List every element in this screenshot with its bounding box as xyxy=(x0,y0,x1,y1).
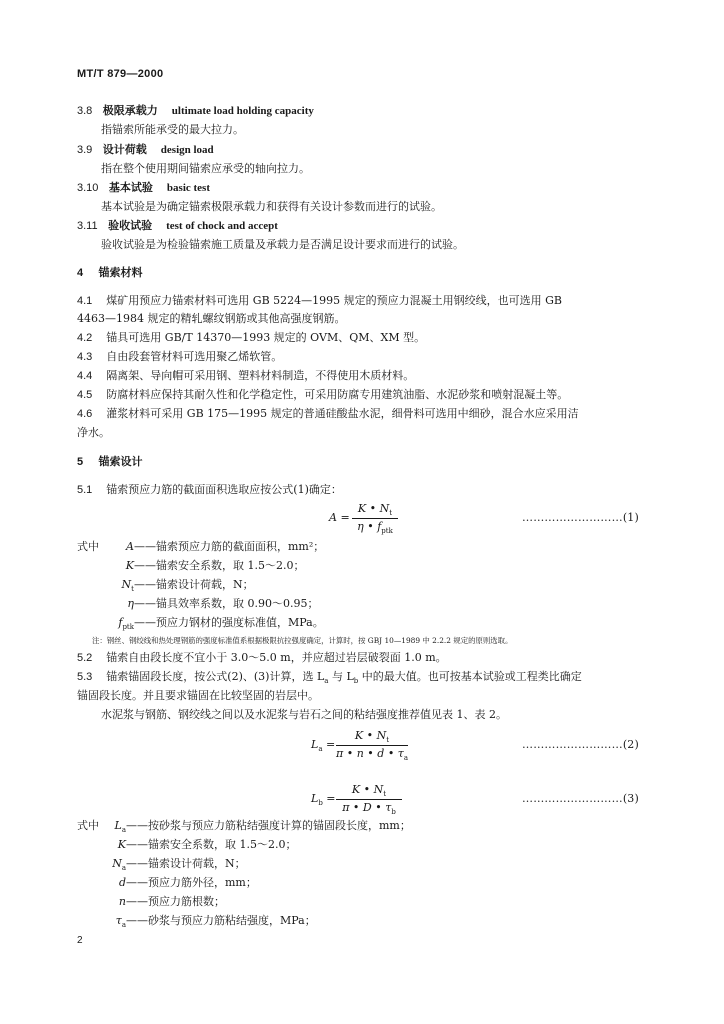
symbol-description: ——锚具效率系数，取 0.90～0.95； xyxy=(134,597,319,610)
symbol-description: ——锚索预应力筋的截面面积，mm²； xyxy=(134,540,325,553)
formula-2-numerator: K • $N_t$ xyxy=(354,729,390,745)
clause-number: 5.3 xyxy=(77,671,93,683)
term-en: ultimate load holding capacity xyxy=(171,105,314,117)
clause-5-3-line1 xyxy=(77,670,582,688)
equation-label: (2) xyxy=(622,738,639,751)
section-number: 5 xyxy=(77,456,84,468)
clause-text: 锚索预应力筋的截面面积选取应按公式(1)确定： xyxy=(106,483,342,496)
section-title: 锚索材料 xyxy=(98,266,143,279)
formula-1-note: 注：钢丝、钢绞线和热处理钢筋的强度标准值系根据极限抗拉强度确定，计算时，按 GBJ 10—1989 中 2.2.2 规定的原则选取。 xyxy=(92,636,513,645)
formula-3-fraction xyxy=(336,783,402,816)
bond-strength-paragraph: 水泥浆与钢筋、钢绞线之间以及水泥浆与岩石之间的粘结强度推荐值见表 1、表 2。 xyxy=(101,708,507,721)
symbol: n xyxy=(118,895,126,908)
clause-text: 与 L xyxy=(328,670,354,683)
term-zh: 极限承载力 xyxy=(102,104,158,117)
page-number: 2 xyxy=(77,935,83,946)
where-item xyxy=(100,895,225,909)
clause-text: 防腐材料应保持其耐久性和化学稳定性，可采用防腐专用建筑油脂、水泥砂浆和喷射混凝土等。 xyxy=(106,388,569,401)
symbol-description: ——锚索安全系数，取 1.5～2.0； xyxy=(134,559,305,572)
leader-dots: ……………………… xyxy=(522,738,623,751)
clause-text: 灌浆材料可采用 GB 175—1995 规定的普通硅酸盐水泥，细骨料可选用中细砂，混合水应采用洁 xyxy=(106,407,579,420)
clause-4-6-line1 xyxy=(77,407,579,421)
formula-3-denominator: π • D • $\tau_b$ xyxy=(342,801,396,817)
fraction-bar xyxy=(336,799,402,800)
formula-1-numerator: K • $N_t$ xyxy=(357,502,393,518)
clause-text: 隔离架、导向帽可采用钢、塑料材料制造，不得使用木质材料。 xyxy=(106,369,415,382)
where-item xyxy=(100,876,257,890)
symbol-description: ——预应力筋外径，mm； xyxy=(126,876,257,889)
symbol: K xyxy=(125,559,134,572)
subscript: b xyxy=(353,677,359,686)
symbol-description: ——砂浆与预应力筋粘结强度，MPa； xyxy=(126,914,316,927)
standard-number: MT/T 879—2000 xyxy=(77,68,164,80)
clause-text: 锚索自由段长度不宜小于 3.0～5.0 m，并应超过岩层破裂面 1.0 m。 xyxy=(106,651,447,664)
fraction-bar xyxy=(336,745,408,746)
formula-1-fraction xyxy=(352,502,398,535)
section-number: 4 xyxy=(77,267,84,279)
where-prefix-2: 式中 xyxy=(77,819,99,832)
clause-number: 4.2 xyxy=(77,332,93,344)
symbol: K xyxy=(117,838,126,851)
formula-3-lhs: $L_b$ = xyxy=(311,792,336,808)
formula-1-denominator: η • $f_{ptk}$ xyxy=(357,520,393,536)
clause-text: 锚索锚固段长度，按公式(2)、(3)计算，选 L xyxy=(106,670,325,683)
clause-4-6-line2: 净水。 xyxy=(77,426,110,439)
leader-dots: ……………………… xyxy=(522,792,623,805)
where-item xyxy=(100,616,324,634)
where-item xyxy=(100,857,246,875)
formula-1-number xyxy=(522,511,639,524)
symbol: $L_a$ xyxy=(114,819,126,835)
symbol-description: ——锚索设计荷载，N； xyxy=(134,578,254,591)
where-item xyxy=(100,578,254,596)
symbol-description: ——锚索安全系数，取 1.5～2.0； xyxy=(126,838,297,851)
clause-3-10-definition: 基本试验是为确定锚索极限承载力和获得有关设计参数而进行的试验。 xyxy=(101,200,442,213)
clause-3-8-heading xyxy=(77,104,314,118)
clause-3-9-definition: 指在整个使用期间锚索应承受的轴向拉力。 xyxy=(101,162,310,175)
clause-number: 3.10 xyxy=(77,182,99,194)
clause-number: 5.2 xyxy=(77,652,93,664)
clause-4-3 xyxy=(77,350,282,364)
where-prefix-1: 式中 xyxy=(77,540,99,553)
symbol: $N_t$ xyxy=(121,578,134,594)
symbol: A xyxy=(126,540,134,553)
where-item xyxy=(100,914,316,932)
formula-2-denominator: π • n • d • $\tau_a$ xyxy=(336,747,409,763)
clause-number: 5.1 xyxy=(77,484,93,496)
where-item xyxy=(100,540,324,554)
clause-number: 4.4 xyxy=(77,370,93,382)
where-item xyxy=(100,597,318,611)
symbol-description: ——锚索设计荷载，N； xyxy=(126,857,246,870)
clause-5-3-line2: 锚固段长度。并且要求锚固在比较坚固的岩层中。 xyxy=(77,689,319,702)
formula-2-lhs: $L_a$ = xyxy=(311,738,336,754)
subscript: a xyxy=(324,677,329,686)
symbol: η xyxy=(127,597,134,610)
equation-label: (1) xyxy=(622,511,639,524)
section-4-heading xyxy=(77,266,142,280)
clause-5-2 xyxy=(77,651,447,665)
clause-4-5 xyxy=(77,388,568,402)
where-item xyxy=(100,819,411,837)
term-zh: 验收试验 xyxy=(108,219,153,232)
clause-4-4 xyxy=(77,369,414,383)
clause-4-1-line1 xyxy=(77,294,562,308)
clause-3-9-heading xyxy=(77,143,214,157)
symbol-description: ——预应力筋根数； xyxy=(126,895,225,908)
clause-5-1 xyxy=(77,483,342,497)
formula-2-fraction xyxy=(336,729,408,762)
clause-3-10-heading xyxy=(77,181,210,195)
clause-number: 4.6 xyxy=(77,408,93,420)
leader-dots: ……………………… xyxy=(522,511,623,524)
where-item xyxy=(100,559,304,573)
term-en: design load xyxy=(160,144,214,156)
clause-3-8-definition: 指锚索所能承受的最大拉力。 xyxy=(101,123,244,136)
symbol: $N_a$ xyxy=(112,857,126,873)
symbol: $f_{ptk}$ xyxy=(118,616,134,632)
term-zh: 基本试验 xyxy=(108,181,153,194)
clause-number: 4.5 xyxy=(77,389,93,401)
symbol-description: ——按砂浆与预应力筋粘结强度计算的锚固段长度，mm； xyxy=(126,819,411,832)
clause-number: 3.11 xyxy=(77,220,98,232)
section-title: 锚索设计 xyxy=(98,455,143,468)
clause-4-2 xyxy=(77,331,425,345)
where-item xyxy=(100,838,296,852)
clause-number: 3.8 xyxy=(77,105,93,117)
clause-3-11-definition: 验收试验是为检验锚索施工质量及承载力是否满足设计要求而进行的试验。 xyxy=(101,238,464,251)
fraction-bar xyxy=(352,518,398,519)
clause-text: 煤矿用预应力锚索材料可选用 GB 5224—1995 规定的预应力混凝土用钢绞线，也可选用 GB xyxy=(106,294,563,307)
symbol-description: ——预应力钢材的强度标准值，MPa。 xyxy=(134,616,324,629)
clause-text: 自由段套管材料可选用聚乙烯软管。 xyxy=(106,350,283,363)
symbol: d xyxy=(118,876,126,889)
clause-text: 锚具可选用 GB/T 14370—1993 规定的 OVM、QM、XM 型。 xyxy=(106,331,426,344)
clause-number: 3.9 xyxy=(77,144,93,156)
term-en: test of chock and accept xyxy=(166,220,278,232)
clause-3-11-heading xyxy=(77,219,278,233)
formula-1-lhs: A = xyxy=(329,511,350,524)
formula-3-number xyxy=(522,792,639,805)
term-zh: 设计荷载 xyxy=(102,143,147,156)
term-en: basic test xyxy=(166,182,210,194)
section-5-heading xyxy=(77,455,142,469)
clause-4-1-line2: 4463—1984 规定的精轧螺纹钢筋或其他高强度钢筋。 xyxy=(77,312,346,325)
symbol: $\tau_a$ xyxy=(115,914,126,930)
equation-label: (3) xyxy=(622,792,639,805)
clause-number: 4.3 xyxy=(77,351,93,363)
formula-2-number xyxy=(522,738,639,751)
clause-text: 中的最大值。也可按基本试验或工程类比确定 xyxy=(358,670,582,683)
clause-number: 4.1 xyxy=(77,295,93,307)
formula-3-numerator: K • $N_t$ xyxy=(351,783,387,799)
